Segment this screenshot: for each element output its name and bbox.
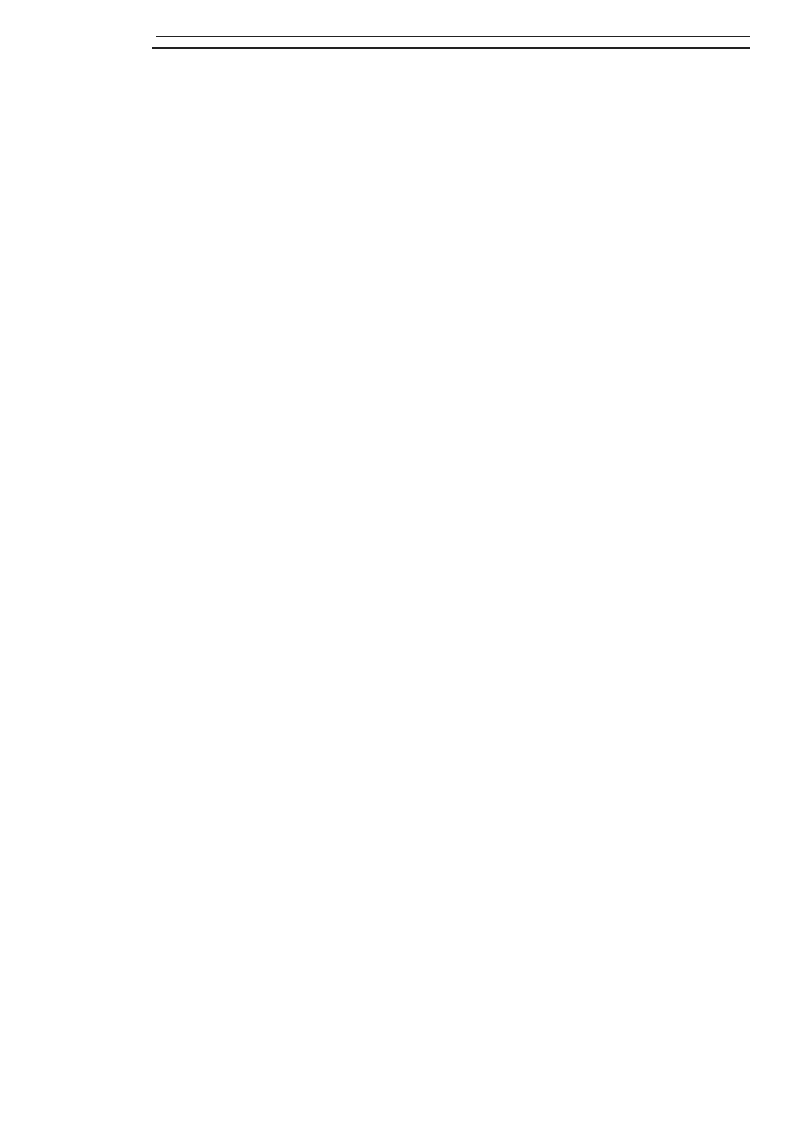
table14-ukraine-sub (152, 47, 282, 48)
table14-col0-header (44, 47, 152, 49)
table-14 (44, 47, 750, 49)
table-13 (44, 36, 750, 37)
table13-col0-header (44, 36, 156, 37)
table14-belarus-sub1 (282, 47, 374, 48)
table14-kz-sub (484, 47, 634, 48)
document-page (44, 32, 750, 76)
table14-belarus-sub2 (374, 47, 484, 48)
table13-group-header (156, 36, 750, 37)
watermark-logo (176, 560, 644, 721)
table14-ru-sub (634, 47, 750, 48)
